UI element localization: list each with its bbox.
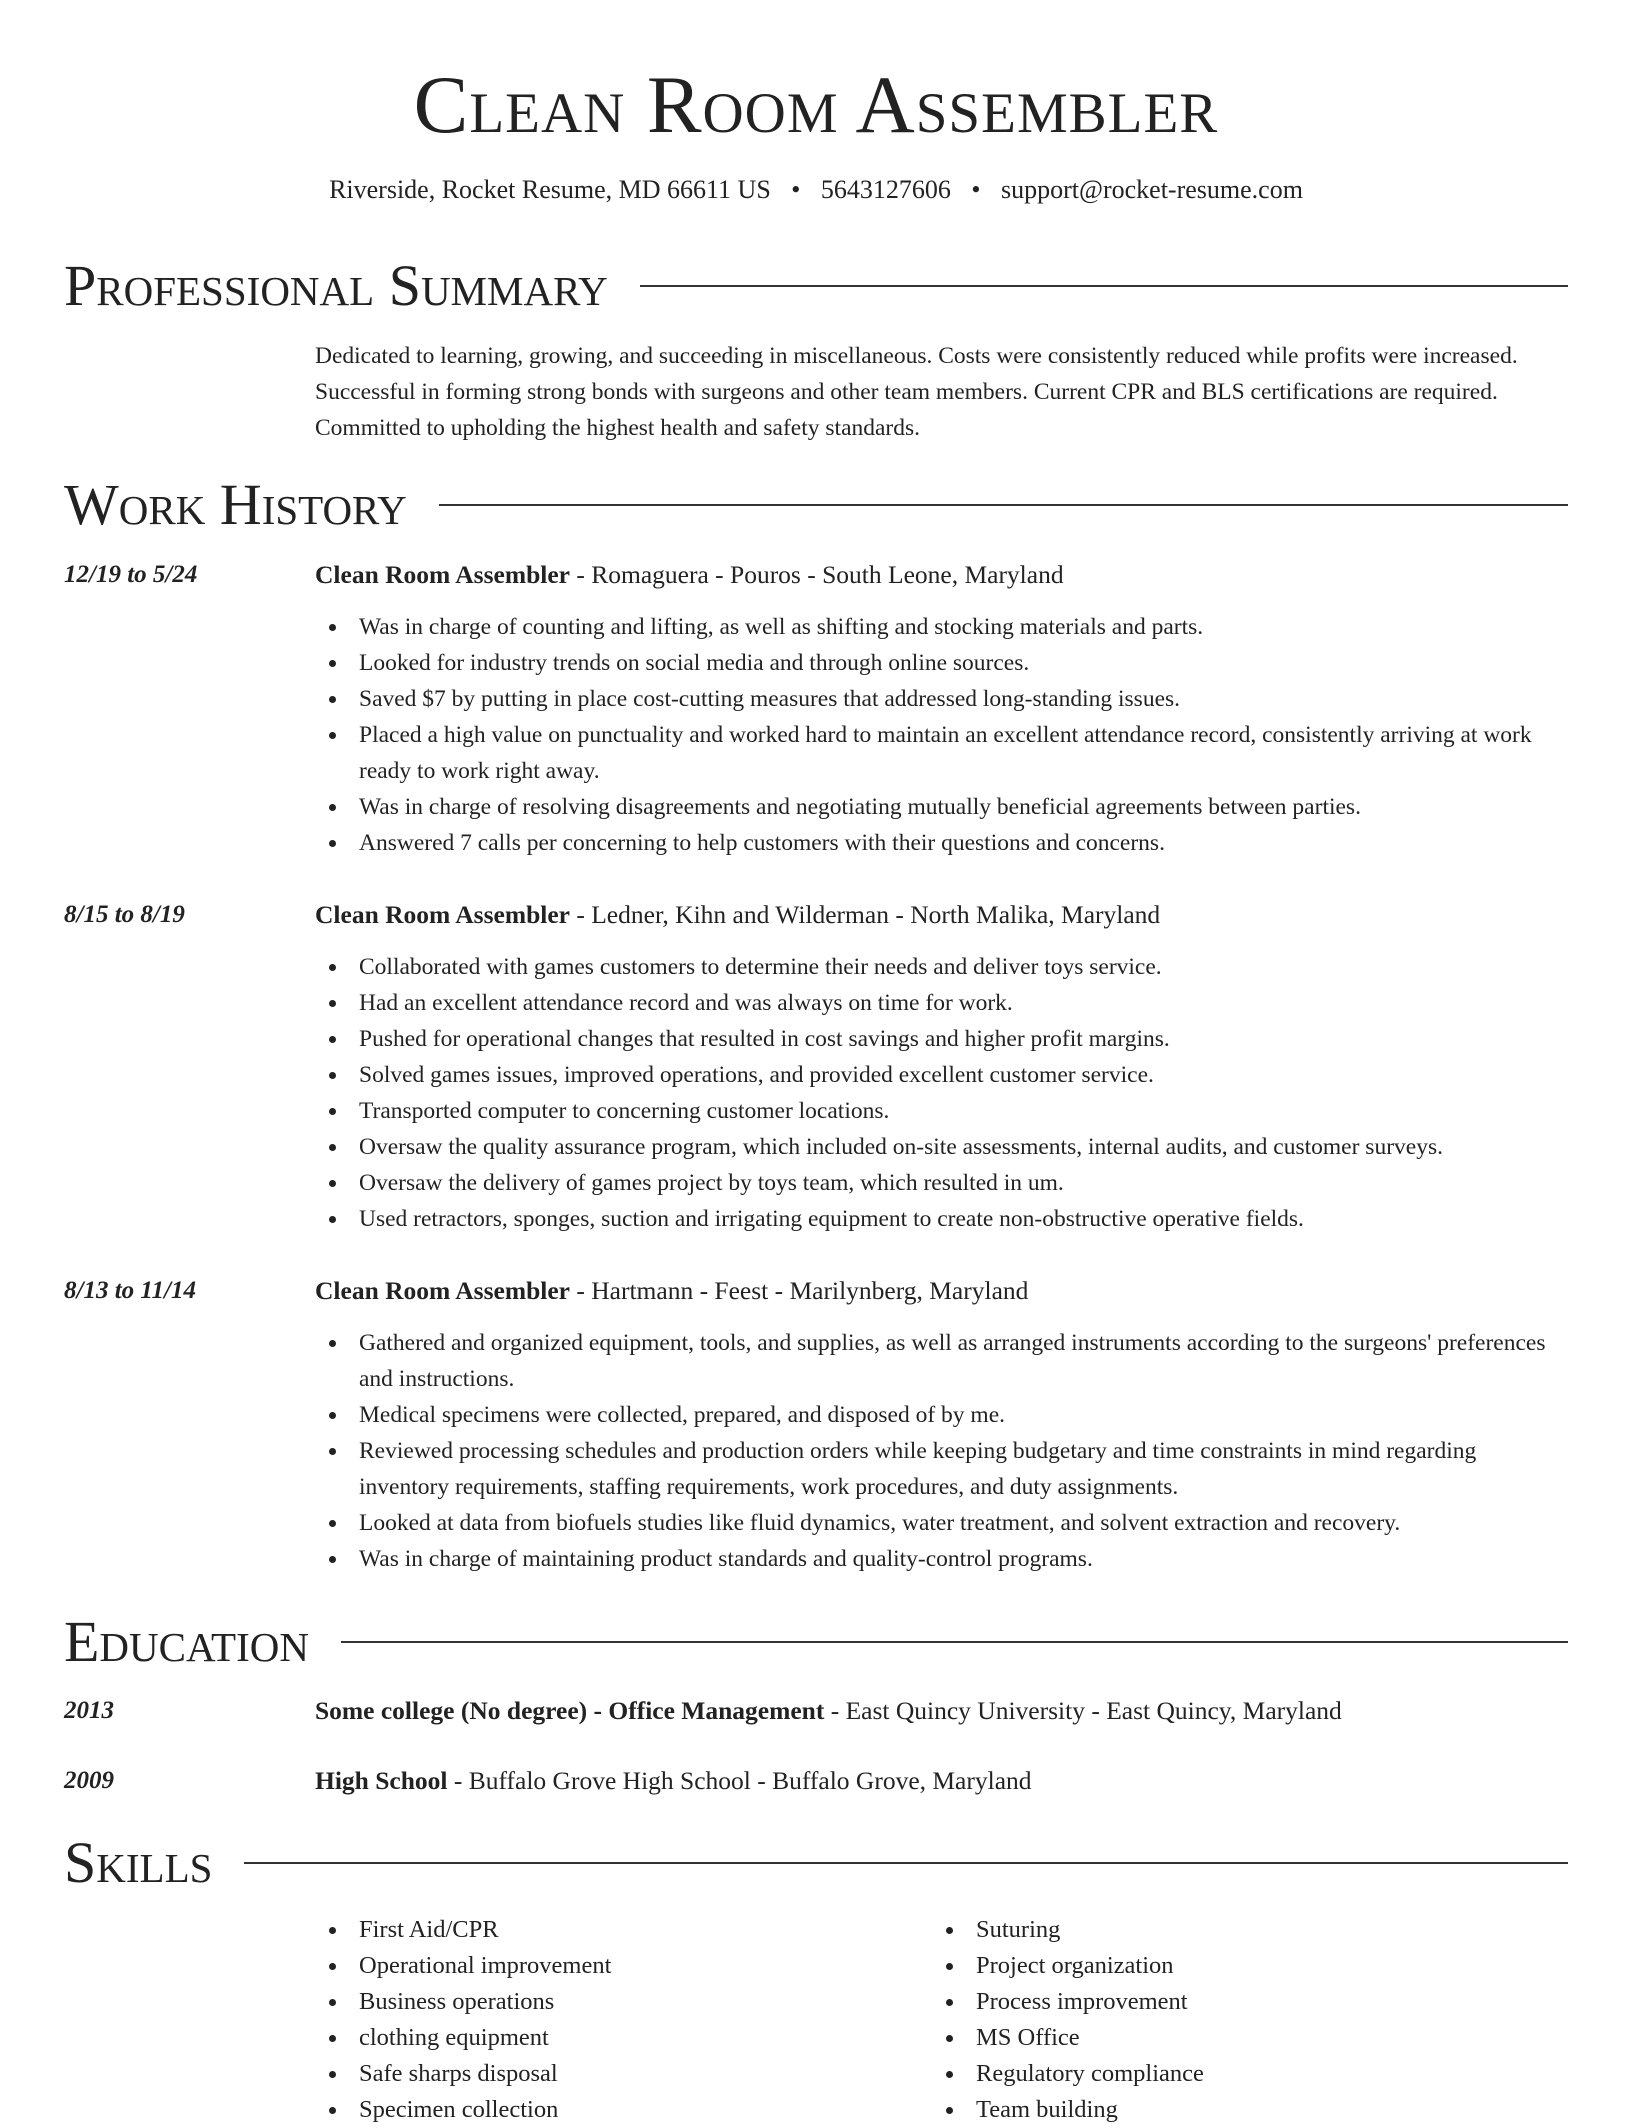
- section-title-work: Work History: [64, 472, 407, 537]
- section-title-education: Education: [64, 1609, 309, 1674]
- section-divider: [640, 285, 1568, 287]
- education-year: 2009: [64, 1767, 114, 1794]
- education-school: - Buffalo Grove High School - Buffalo Grove, Maryland: [447, 1766, 1032, 1795]
- contact-address: Riverside, Rocket Resume, MD 66611 US: [329, 175, 771, 204]
- education-degree: Some college (No degree) - Office Management: [315, 1696, 825, 1725]
- list-item: Reviewed processing schedules and production orders while keeping budgetary and time constraints in mind regarding inventory requirements, staffing requirements, work procedures, and duty assignments.: [315, 1433, 1568, 1505]
- skill-item: Process improvement: [932, 1984, 1532, 2020]
- contact-phone: 5643127606: [820, 175, 951, 204]
- section-divider: [244, 1862, 1568, 1864]
- skill-item: Team building: [932, 2092, 1532, 2128]
- candidate-name: Clean Room Assembler: [413, 59, 1219, 150]
- skill-item: Suturing: [932, 1912, 1532, 1948]
- summary-text: Dedicated to learning, growing, and succeeding in miscellaneous. Costs were consistently reduced while profits were increased. Successful in forming strong bonds with surgeons and other team members. Current CPR and BLS certifications are required. Committed to upholding the highest health and safety standards.: [315, 343, 1518, 441]
- list-item: Was in charge of resolving disagreements and negotiating mutually beneficial agreements between parties.: [315, 789, 1568, 825]
- list-item: Gathered and organized equipment, tools, and supplies, as well as arranged instruments according to the surgeons' preferences and instructions.: [315, 1325, 1568, 1397]
- job-dates: 8/15 to 8/19: [64, 901, 185, 928]
- summary-section-header: [64, 253, 1568, 319]
- education-school: - East Quincy University - East Quincy, Maryland: [824, 1696, 1342, 1725]
- job-employer: - Ledner, Kihn and Wilderman - North Malika, Maryland: [569, 900, 1161, 929]
- education-heading: [315, 1763, 1568, 1799]
- list-item: Was in charge of maintaining product standards and quality-control programs.: [315, 1541, 1568, 1577]
- contact-email: support@rocket-resume.com: [1001, 175, 1303, 204]
- job-bullets: [315, 609, 1568, 861]
- list-item: Oversaw the delivery of games project by toys team, which resulted in um.: [315, 1165, 1568, 1201]
- list-item: Was in charge of counting and lifting, as well as shifting and stocking materials and parts.: [315, 609, 1568, 645]
- skill-item: Business operations: [315, 1984, 915, 2020]
- education-section-header: [64, 1609, 1568, 1675]
- list-item: Solved games issues, improved operations, and provided excellent customer service.: [315, 1057, 1568, 1093]
- job-dates: 12/19 to 5/24: [64, 561, 198, 588]
- section-divider: [341, 1641, 1568, 1643]
- skill-item: Specimen collection: [315, 2092, 915, 2128]
- job-bullets: [315, 1325, 1568, 1577]
- skill-item: Project organization: [932, 1948, 1532, 1984]
- job-dates: 8/13 to 11/14: [64, 1277, 196, 1304]
- section-divider: [439, 504, 1568, 506]
- education-degree: High School: [315, 1766, 448, 1795]
- education-entry: [64, 1763, 1568, 1799]
- education-year: 2013: [64, 1697, 114, 1724]
- skills-list-right: [932, 1912, 1532, 2128]
- job-heading: [315, 897, 1568, 933]
- job-title: Clean Room Assembler: [315, 560, 570, 589]
- job-heading: [315, 1273, 1568, 1309]
- job-heading: [315, 557, 1568, 593]
- resume-page: [64, 0, 1568, 2123]
- job-title: Clean Room Assembler: [315, 1276, 570, 1305]
- skill-item: First Aid/CPR: [315, 1912, 915, 1948]
- list-item: Had an excellent attendance record and was always on time for work.: [315, 985, 1568, 1021]
- list-item: Looked for industry trends on social media and through online sources.: [315, 645, 1568, 681]
- skills-section-header: [64, 1830, 1568, 1896]
- work-section-header: [64, 472, 1568, 538]
- contact-separator: •: [791, 175, 801, 204]
- job-employer: - Hartmann - Feest - Marilynberg, Maryland: [569, 1276, 1029, 1305]
- skill-item: Regulatory compliance: [932, 2056, 1532, 2092]
- skill-item: Safe sharps disposal: [315, 2056, 915, 2092]
- job-title: Clean Room Assembler: [315, 900, 570, 929]
- list-item: Looked at data from biofuels studies like fluid dynamics, water treatment, and solvent extraction and recovery.: [315, 1505, 1568, 1541]
- list-item: Saved $7 by putting in place cost-cutting measures that addressed long-standing issues.: [315, 681, 1568, 717]
- list-item: Collaborated with games customers to determine their needs and deliver toys service.: [315, 949, 1568, 985]
- skill-item: clothing equipment: [315, 2020, 915, 2056]
- list-item: Pushed for operational changes that resulted in cost savings and higher profit margins.: [315, 1021, 1568, 1057]
- job-bullets: [315, 949, 1568, 1237]
- skills-list-left: [315, 1912, 915, 2128]
- education-heading: [315, 1693, 1568, 1729]
- contact-line: [64, 170, 1568, 210]
- list-item: Placed a high value on punctuality and worked hard to maintain an excellent attendance record, consistently arriving at work ready to work right away.: [315, 717, 1568, 789]
- job-employer: - Romaguera - Pouros - South Leone, Maryland: [569, 560, 1064, 589]
- list-item: Medical specimens were collected, prepared, and disposed of by me.: [315, 1397, 1568, 1433]
- list-item: Answered 7 calls per concerning to help customers with their questions and concerns.: [315, 825, 1568, 861]
- list-item: Oversaw the quality assurance program, which included on-site assessments, internal audits, and customer surveys.: [315, 1129, 1568, 1165]
- skill-item: Operational improvement: [315, 1948, 915, 1984]
- contact-separator: •: [971, 175, 981, 204]
- skill-item: MS Office: [932, 2020, 1532, 2056]
- section-title-summary: Professional Summary: [64, 253, 608, 318]
- list-item: Transported computer to concerning customer locations.: [315, 1093, 1568, 1129]
- section-title-skills: Skills: [64, 1830, 213, 1895]
- education-entry: [64, 1693, 1568, 1729]
- list-item: Used retractors, sponges, suction and irrigating equipment to create non-obstructive operative fields.: [315, 1201, 1568, 1237]
